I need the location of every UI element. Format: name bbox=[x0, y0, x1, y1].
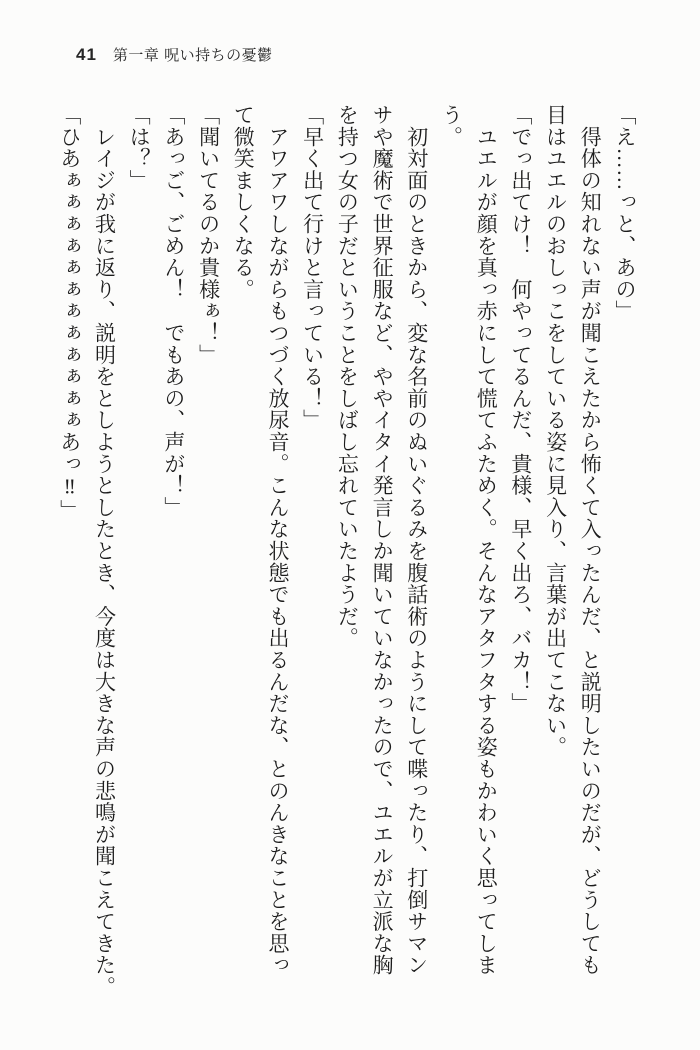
text-column: う。 bbox=[439, 104, 464, 148]
text-column: 目はユエルのおしっこをしている姿に見入り、言葉が出てこない。 bbox=[543, 104, 568, 758]
text-column: て微笑ましくなる。 bbox=[231, 104, 256, 301]
text-column: 「え……っと、あの」 bbox=[613, 104, 637, 322]
text-column: 「でっ出てけ！ 何やってるんだ、貴様、早く出ろ、バカ！」 bbox=[508, 104, 533, 715]
running-header bbox=[76, 44, 273, 65]
page-number: 41 bbox=[76, 45, 97, 64]
text-column: アワアワしながらもつづく放尿音。こんな状態でも出るんだな、とのんきなことを思っ bbox=[265, 104, 290, 976]
chapter-title: 第一章 呪い持ちの憂鬱 bbox=[112, 47, 273, 64]
text-column: サや魔術で世界征服など、ややイタイ発言しか聞いていなかったので、ユエルが立派な胸 bbox=[370, 104, 395, 976]
text-column: 得体の知れない声が聞こえたから怖くて入ったんだ、と説明したいのだが、どうしても bbox=[578, 104, 603, 976]
text-column: 「あっご、ごめん！ でもあの、声が！」 bbox=[161, 104, 186, 519]
text-column: 初対面のときから、変な名前のぬいぐるみを腹話術のようにして喋ったり、打倒サマン bbox=[404, 104, 429, 976]
text-column: 「聞いてるのか貴様ぁ！」 bbox=[196, 104, 221, 366]
text-column: 「早く出て行けと言っている！」 bbox=[300, 104, 325, 431]
text-column: 「は？」 bbox=[127, 104, 152, 192]
text-column: ユエルが顔を真っ赤にして慌てふためく。そんなアタフタする姿もかわいく思ってしま bbox=[474, 104, 499, 976]
text-column: 「ひあぁぁぁぁぁぁぁぁぁぁぁぁあっ‼」 bbox=[57, 104, 82, 522]
body-text bbox=[52, 104, 642, 1009]
text-column: レイジが我に返り、説明をとしようとしたとき、今度は大きな声の悲鳴が聞こえてきた。 bbox=[92, 104, 117, 998]
text-column: を持つ女の子だということをしばし忘れていたようだ。 bbox=[335, 104, 360, 649]
